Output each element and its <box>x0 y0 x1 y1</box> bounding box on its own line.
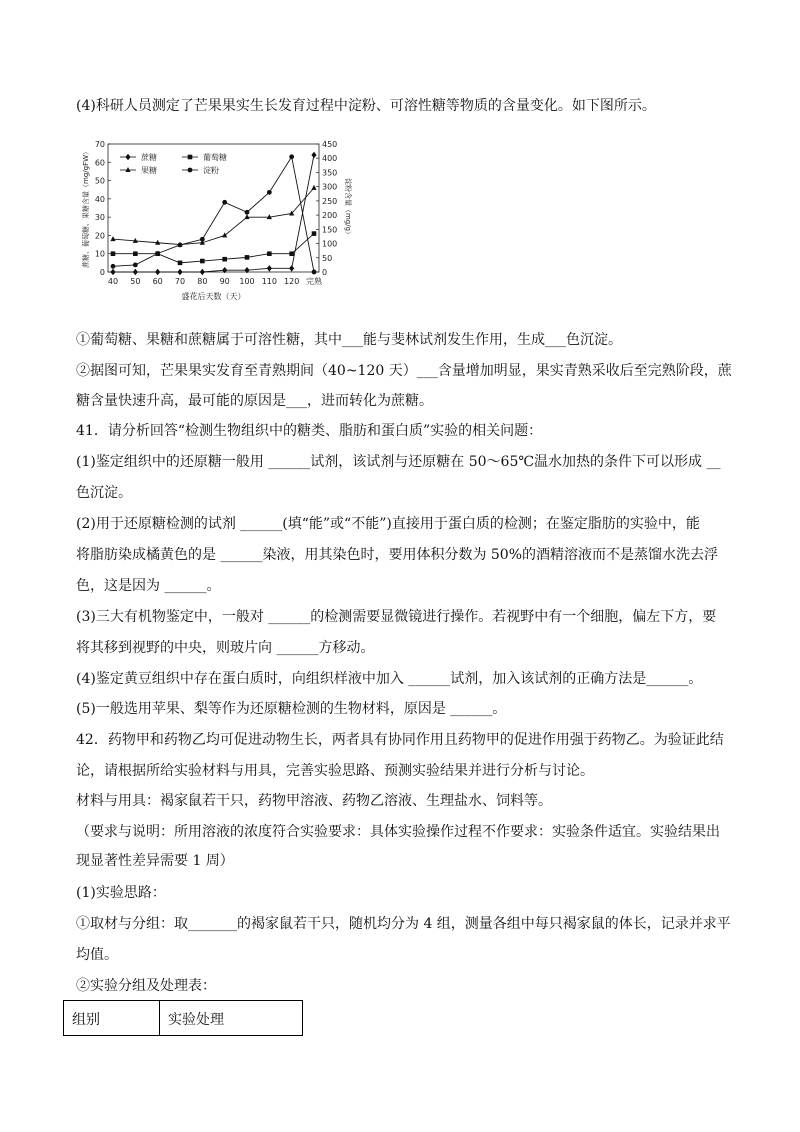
data-point-square <box>245 255 250 260</box>
x-tick-label: 50 <box>130 277 141 286</box>
data-point-circle <box>155 251 160 256</box>
question-4-intro: (4)科研人员测定了芒果果实生长发育过程中淀粉、可溶性糖等物质的含量变化。如下图所示。 <box>76 98 656 114</box>
data-point-triangle <box>110 236 115 241</box>
y-right-tick-label: 400 <box>322 154 338 164</box>
text-line: 将其移到视野的中央，则玻片向 ______方移动。 <box>76 640 375 656</box>
data-point-square <box>222 257 227 262</box>
group-treatment-table <box>63 1000 303 1036</box>
x-tick-label: 70 <box>174 277 186 286</box>
text-line: (5)一般选用苹果、梨等作为还原糖检测的生物材料，原因是 ______。 <box>76 701 507 717</box>
text-line: （要求与说明：所用溶液的浓度符合实验要求：具体实验操作过程不作要求：实验条件适宜。实验结果出 <box>76 824 720 840</box>
y-right-tick-label: 150 <box>322 225 338 235</box>
data-point-diamond <box>222 267 227 273</box>
question-41-title: 41．请分析回答“检测生物组织中的糖类、脂肪和蛋白质”实验的相关问题： <box>76 423 543 439</box>
text-line: 现显著性差异需要 1 周） <box>76 853 234 869</box>
text-line: ②实验分组及处理表： <box>76 978 216 994</box>
text-line: ②据图可知，芒果果实发育至青熟期间（40~120 天）___含量增加明显，果实青熟采收后至完熟阶段，蔗 <box>76 363 732 379</box>
legend-label: 淀粉 <box>203 166 219 175</box>
data-point-diamond <box>289 265 294 271</box>
data-point-square <box>200 259 205 264</box>
x-tick-label: 90 <box>219 277 230 286</box>
y-left-tick-label: 30 <box>94 213 105 223</box>
text-line: 材料与用具：褐家鼠若干只，药物甲溶液、药物乙溶液、生理盐水、饲料等。 <box>76 793 552 809</box>
x-tick-label: 100 <box>239 277 255 286</box>
data-point-diamond <box>311 152 316 158</box>
legend-label: 葡萄糖 <box>203 153 227 162</box>
data-point-square <box>178 261 183 266</box>
series-line-square <box>113 234 314 263</box>
y-right-tick-label: 0 <box>322 268 328 277</box>
legend-marker-square <box>188 155 193 160</box>
y-right-tick-label: 300 <box>322 182 338 192</box>
data-point-diamond <box>110 269 115 275</box>
data-point-triangle <box>244 214 249 219</box>
data-point-square <box>312 231 317 236</box>
legend-label: 蔗糖 <box>141 153 157 162</box>
y-right-tick-label: 50 <box>322 253 333 263</box>
table-header-treatment: 实验处理 <box>168 1012 224 1028</box>
y-left-tick-label: 50 <box>94 176 105 186</box>
data-point-circle <box>178 243 183 248</box>
y-right-tick-label: 450 <box>322 140 338 149</box>
y-left-tick-label: 70 <box>94 140 105 149</box>
data-point-circle <box>200 237 205 242</box>
data-point-diamond <box>267 265 272 271</box>
x-tick-label: 60 <box>152 277 163 286</box>
data-point-triangle <box>311 185 316 190</box>
text-line: ①取材与分组：取_______的褐家鼠若干只，随机均分为 4 组，测量各组中每只褐家鼠的体长，记录并求平 <box>76 916 731 932</box>
x-tick-label: 120 <box>284 277 300 286</box>
x-tick-label: 完熟 <box>306 277 322 286</box>
sugar-starch-chart <box>78 135 358 305</box>
text-line: (4)鉴定黄豆组织中存在蛋白质时，向组织样液中加入 ______试剂，加入该试剂的正确方法是______。 <box>76 671 703 687</box>
data-point-diamond <box>200 269 205 275</box>
data-point-square <box>133 251 138 256</box>
text-line: (1)鉴定组织中的还原糖一般用 ______试剂，该试剂与还原糖在 50～65℃温水加热的条件下可以形成 __ <box>76 454 721 470</box>
text-line: 将脂肪染成橘黄色的是 ______染液，用其染色时，要用体积分数为 50%的酒精溶液而不是蒸馏水洗去浮 <box>76 547 719 563</box>
table-header-group: 组别 <box>64 1001 160 1035</box>
text-line: (3)三大有机物鉴定中，一般对 ______的检测需要显微镜进行操作。若视野中有一个细胞，偏左下方，要 <box>76 609 717 625</box>
data-point-square <box>111 251 116 256</box>
y-right-tick-label: 200 <box>322 211 338 221</box>
y-left-tick-label: 20 <box>94 231 105 241</box>
x-tick-label: 40 <box>107 277 119 286</box>
data-point-circle <box>245 210 250 215</box>
text-line: 色沉淀。 <box>76 485 132 501</box>
legend-marker-diamond <box>125 154 130 160</box>
y-left-tick-label: 60 <box>94 158 105 168</box>
data-point-square <box>267 251 272 256</box>
legend-marker-circle <box>188 168 193 173</box>
y-right-tick-label: 350 <box>322 168 338 178</box>
data-point-circle <box>133 262 138 267</box>
data-point-diamond <box>155 269 160 275</box>
text-line: (1)实验思路： <box>76 885 166 901</box>
data-point-circle <box>111 264 116 269</box>
text-line: 色，这是因为 ______。 <box>76 578 221 594</box>
data-point-diamond <box>177 269 182 275</box>
y-left-tick-label: 0 <box>99 268 105 277</box>
data-point-circle <box>222 200 227 205</box>
y-right-tick-label: 100 <box>322 239 338 249</box>
text-line: 均值。 <box>76 947 118 963</box>
y-right-axis-title: 淀粉含量（mg/g） <box>344 177 352 239</box>
y-left-tick-label: 40 <box>94 194 105 204</box>
text-line: 论，请根据所给实验材料与用具，完善实验思路、预测实验结果并进行分析与讨论。 <box>76 763 594 779</box>
data-point-circle <box>267 190 272 195</box>
text-line: (2)用于还原糖检测的试剂 ______(填“能”或“不能”)直接用于蛋白质的检测；在鉴定脂肪的实验中，能 <box>76 516 700 532</box>
legend-marker-triangle <box>125 167 130 172</box>
question-42-title: 42．药物甲和药物乙均可促进动物生长，两者具有协同作用且药物甲的促进作用强于药物乙。为验证此结 <box>76 732 724 748</box>
data-point-circle <box>289 154 294 159</box>
legend-label: 果糖 <box>141 166 157 175</box>
y-left-tick-label: 10 <box>94 249 105 259</box>
text-line: ①葡萄糖、果糖和蔗糖属于可溶性糖，其中___能与斐林试剂发生作用，生成___色沉淀。 <box>76 332 622 348</box>
y-right-tick-label: 250 <box>322 196 338 206</box>
data-point-diamond <box>244 267 249 273</box>
y-left-axis-title: 蔗糖、葡萄糖、果糖含量（mg/gFW） <box>82 147 90 269</box>
data-point-diamond <box>133 269 138 275</box>
x-tick-label: 80 <box>197 277 208 286</box>
text-line: 糖含量快速升高，最可能的原因是___，进而转化为蔗糖。 <box>76 393 433 409</box>
x-axis-title: 盛花后天数（天） <box>181 292 246 301</box>
data-point-circle <box>312 270 317 275</box>
x-tick-label: 110 <box>261 277 277 286</box>
data-point-square <box>289 251 294 256</box>
data-point-triangle <box>222 232 227 237</box>
series-line-triangle <box>113 188 314 245</box>
